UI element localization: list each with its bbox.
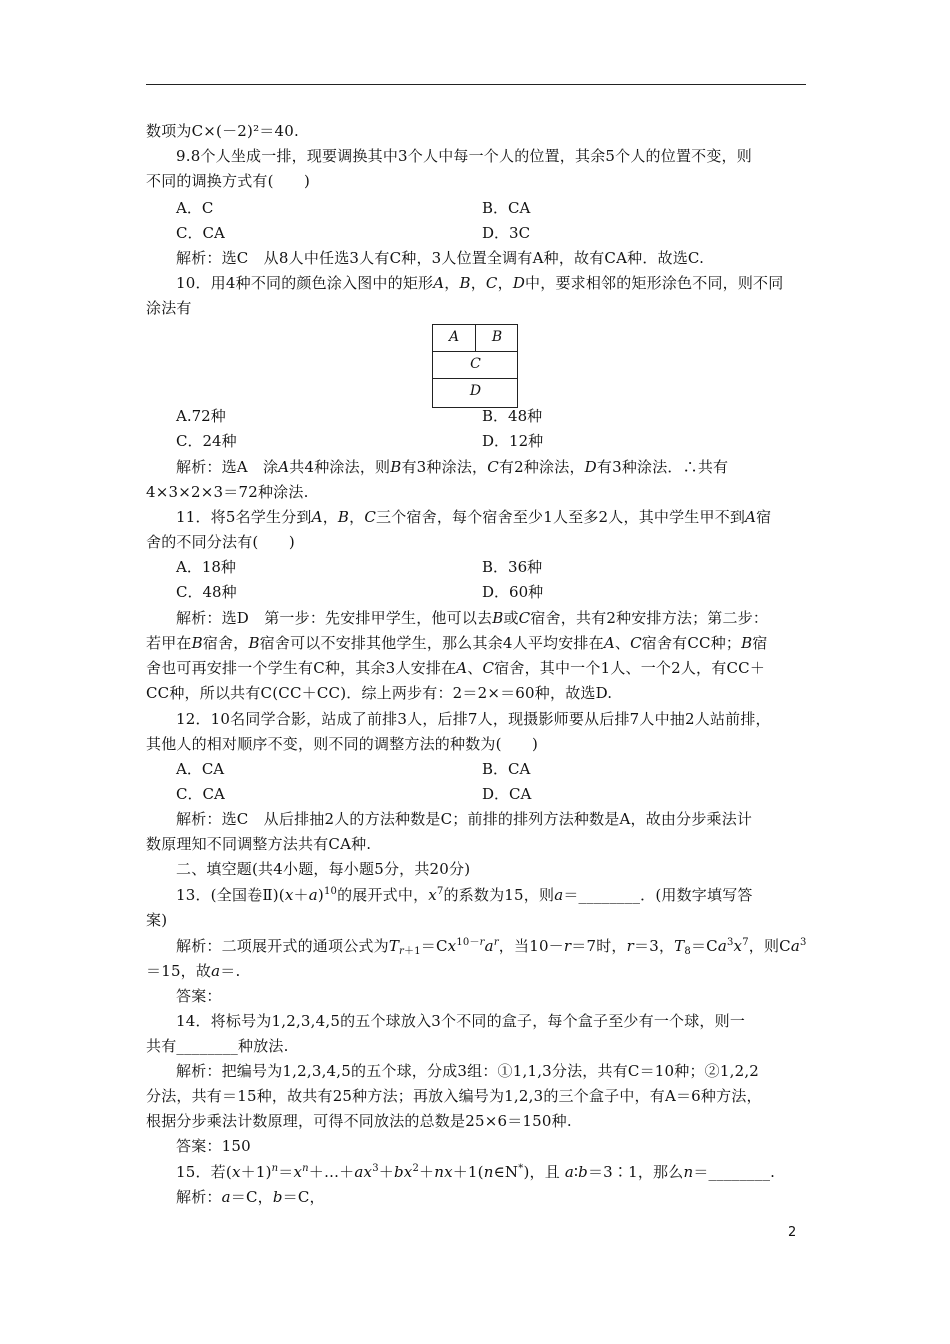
option-d: D．12种 [482,432,544,450]
question-9-stem: 9.8个人坐成一排，现要调换其中3个人中每一个人的位置，其余5个人的位置不变，则 [176,147,752,165]
option-a: A．CA [176,760,225,778]
question-9-stem-cont: 不同的调换方式有( ) [146,172,311,190]
option-d: D．60种 [482,583,544,601]
rect-b-label: B [476,325,518,352]
option-a: A．C [176,199,214,217]
option-b: B．CA [482,199,531,217]
solution-12: 解析：选C 从后排抽2人的方法种数是C；前排的排列方法种数是A，故由分步乘法计 [176,810,753,828]
solution-11-cont: 若甲在B宿舍，B宿舍可以不安排其他学生，那么其余4人平均安排在A、C宿舍有CC种；B宿 [146,634,768,652]
text-line: 数项为C×(－2)²＝40. [146,122,299,140]
question-14-stem: 14．将标号为1,2,3,4,5的五个球放入3个不同的盒子，每个盒子至少有一个球，则一 [176,1012,746,1030]
answer-13: 答案： [176,987,222,1005]
option-b: B．36种 [482,558,543,576]
option-a: A.72种 [176,407,226,425]
question-13-stem: 13．(全国卷$Ⅱ)(x+a)^{10}$的展开式中，$x^7$的系数为15，则a＝________．(用数字填写答 [176,886,753,904]
page-number: 2 [788,1225,797,1240]
option-d: D．3C [482,224,531,242]
question-15-stem: 15．若$(x+1)^n=x^n+\dots+ax^3+bx^2+nx+1(n\in N^*)$，且 a∶b＝3∶1，那么n＝________. [176,1163,776,1181]
option-a: A．18种 [176,558,236,576]
solution-11: 解析：选D 第一步：先安排甲学生，他可以去B或C宿舍，共有2种安排方法；第二步： [176,609,769,627]
option-b: B．48种 [482,407,543,425]
solution-12-cont: 数原理知不同调整方法共有CA种. [146,835,372,853]
option-c: C．CA [176,785,225,803]
solution-13-cont: ＝15，故a＝. [146,962,241,980]
solution-13: 解析：二项展开式的通项公式为$T_{r+1}=Cx^{10-r}a^r$，当10－r＝7时，r＝3，$T_8=Ca^3x^7$，则Ca$^3$ [176,937,807,957]
header-rule [146,84,806,85]
solution-11-cont: CC种，所以共有C(CC＋CC)．综上两步有：2＝2×＝60种，故选D. [146,684,613,702]
solution-9: 解析：选C 从8人中任选3人有C种，3人位置全调有A种，故有CA种．故选C. [176,249,705,267]
question-10-stem: 10．用4种不同的颜色涂入图中的矩形A，B，C，D中，要求相邻的矩形涂色不同，则不同 [176,274,784,292]
section-heading: 二、填空题(共4小题，每小题5分，共20分) [176,860,471,878]
question-13-stem-cont: 案) [146,911,168,929]
option-b: B．CA [482,760,531,778]
rect-a-label: A [433,325,476,352]
question-12-stem-cont: 其他人的相对顺序不变，则不同的调整方法的种数为( ) [146,735,539,753]
solution-10: 解析：选A 涂A共4种涂法，则B有3种涂法，C有2种涂法，D有3种涂法．∴共有 [176,458,729,476]
solution-10-cont: 4×3×2×3＝72种涂法. [146,483,309,501]
question-11-stem: 11．将5名学生分到A，B，C三个宿舍，每个宿舍至少1人至多2人，其中学生甲不到A宿 [176,508,772,526]
answer-14: 答案：150 [176,1137,251,1155]
rect-c-label: C [433,352,518,379]
option-c: C．24种 [176,432,237,450]
option-d: D．CA [482,785,532,803]
solution-11-cont: 舍也可再安排一个学生有C种，其余3人安排在A、C宿舍，其中一个1人、一个2人，有CC＋ [146,659,766,677]
solution-15: 解析：a＝C，b＝C， [176,1188,325,1206]
option-c: C．CA [176,224,225,242]
question-12-stem: 12．10名同学合影，站成了前排3人，后排7人，现摄影师要从后排7人中抽2人站前排， [176,710,771,728]
question-11-stem-cont: 舍的不同分法有( ) [146,533,295,551]
solution-14-cont: 根据分步乘法计数原理，可得不同放法的总数是25×6＝150种. [146,1112,572,1130]
option-c: C．48种 [176,583,237,601]
question-10-stem-cont: 涂法有 [146,299,192,317]
rectangle-figure [432,324,518,408]
solution-14-cont: 分法，共有＝15种，故共有25种方法；再放入编号为1,2,3的三个盒子中，有A＝6种方法， [146,1087,762,1105]
rect-d-label: D [469,383,482,399]
solution-14: 解析：把编号为1,2,3,4,5的五个球，分成3组：①1,1,3分法，共有C＝10种；②1,2,2 [176,1062,760,1080]
question-14-stem-cont: 共有________种放法. [146,1037,289,1055]
